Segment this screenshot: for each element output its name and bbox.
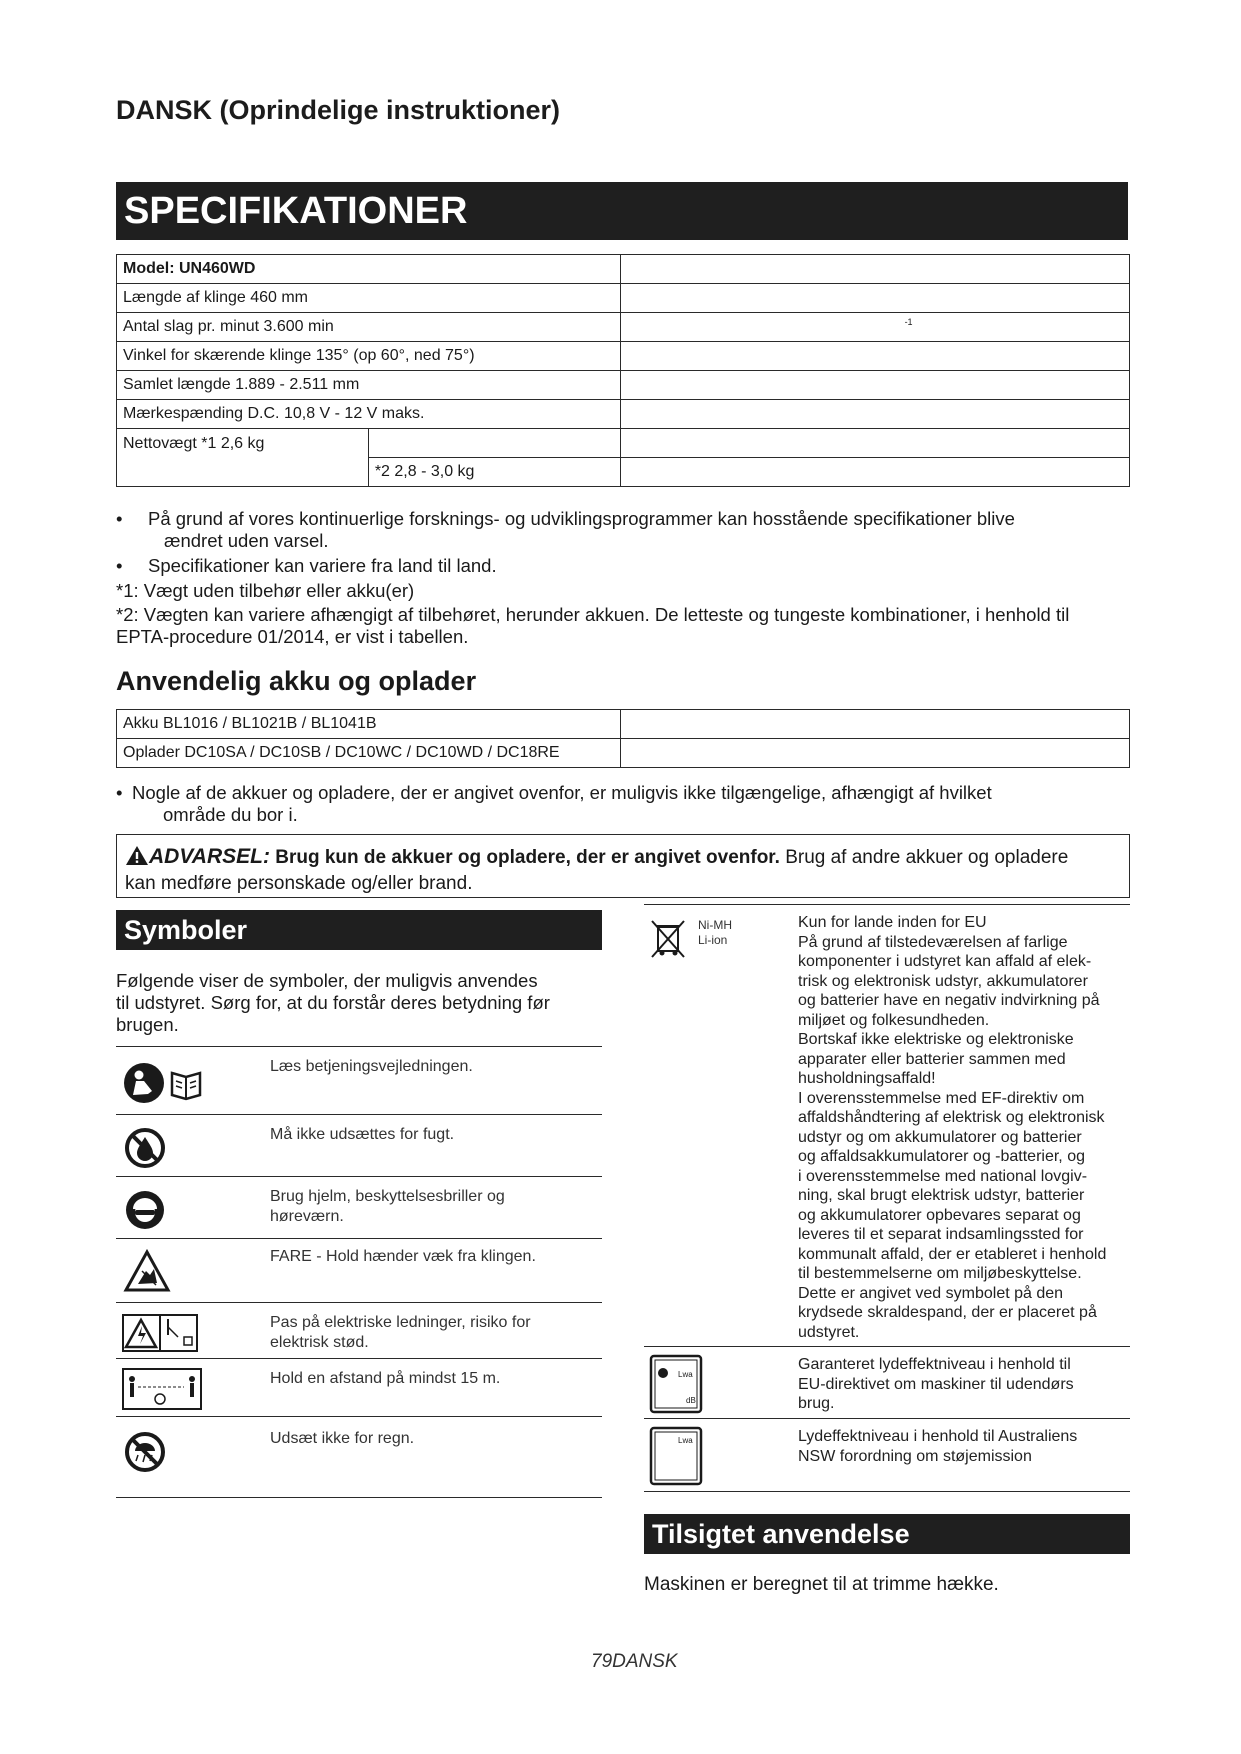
battery-type-labels [698, 918, 732, 948]
table-row [117, 313, 1130, 342]
warning-box [116, 834, 1130, 898]
battery-note [116, 782, 1126, 826]
list-item: • Specifikationer kan variere fra land til land. [116, 555, 497, 576]
list-item [644, 904, 1130, 1347]
electric-line-icon [122, 1313, 198, 1358]
svg-text:Lwa: Lwa [678, 1436, 693, 1445]
helmet-goggles-icon [124, 1189, 166, 1236]
spec-cell: Antal slag pr. minut 3.600 min [117, 313, 621, 342]
noise-level-eu-icon [650, 1355, 702, 1418]
spec-cell: Samlet længde 1.889 - 2.511 mm [117, 371, 621, 400]
specifications-heading: SPECIFIKATIONER [116, 182, 1128, 240]
weight-2-cell: *2 2,8 - 3,0 kg [368, 458, 620, 487]
table-row [117, 255, 1130, 284]
model-cell: Model: UN460WD [117, 255, 621, 284]
svg-text:Lwa: Lwa [678, 1370, 693, 1379]
noise-eu-text: Garanteret lydeffektniveau i henhold til EU-direktivet om maskiner til udendørs brug. [798, 1356, 1074, 1412]
weight-cell: Nettovægt *1 2,6 kg [117, 429, 369, 487]
akku-cell: Akku BL1016 / BL1021B / BL1041B [117, 710, 621, 739]
table-row [117, 429, 1130, 458]
no-moisture-icon [124, 1127, 166, 1174]
symbols-heading: Symboler [116, 910, 602, 950]
warning-label: ADVARSEL: [149, 845, 270, 868]
spec-cell: Mærkespænding D.C. 10,8 V - 12 V maks. [117, 400, 621, 429]
symbol-text: Brug hjelm, beskyttelsesbriller og høreværn. [270, 1188, 505, 1225]
read-manual-icon [122, 1061, 222, 1110]
table-row [117, 739, 1130, 768]
liion-label: Li-ion [698, 933, 728, 947]
list-item [644, 1418, 1130, 1492]
noise-au-text: Lydeffektniveau i henhold til Australiens NSW forordning om støjemission [798, 1428, 1078, 1465]
warning-icon [125, 845, 149, 872]
symbol-text: Pas på elektriske ledninger, risiko for elektrisk stød. [270, 1314, 531, 1351]
crossed-bin-icon [648, 917, 688, 966]
warning-bold: Brug kun de akkuer og opladere, der er angivet ovenfor. [275, 847, 780, 868]
oplader-cell: Oplader DC10SA / DC10SB / DC10WC / DC10WD / DC18RE [117, 739, 621, 768]
noise-level-au-icon [650, 1427, 702, 1490]
list-item [116, 1238, 602, 1303]
warning-rest: Brug af andre akkuer og opladere [785, 847, 1069, 868]
symbol-text: Må ikke udsættes for fugt. [270, 1126, 455, 1143]
list-item [116, 1046, 602, 1115]
footnote-1: *1: Vægt uden tilbehør eller akku(er) [116, 580, 415, 601]
footnote-2-cont: EPTA-procedure 01/2014, er vist i tabellen. [116, 626, 469, 647]
intended-use-text: Maskinen er beregnet til at trimme hække. [644, 1574, 999, 1595]
distance-15m-icon [122, 1367, 202, 1416]
svg-text:dB: dB [686, 1396, 696, 1405]
list-item [116, 1114, 602, 1177]
superscript: -1 [904, 317, 913, 327]
list-item: • På grund af vores kontinuerlige forsknings- og udviklingsprogrammer kan hosstående specifikationer blive ændret uden varsel. [116, 508, 1015, 551]
eu-disposal-text: Kun for lande inden for EU På grund af tilstedeværelsen af farlige komponenter i udstyret kan affald af elek- trisk og elektronisk udstyr, akkumulatorer og batterier have en negativ indvirkning på miljøet og folkesundheden. Bortskaf ikke elektriske og elektroniske apparater eller batterier sammen med husholdningsaffald! I overensstemmelse med EF-direktiv om affaldshåndtering af elektrisk og elektronisk udstyr og om akkumulatorer og batterier og affaldsakkumulatorer og -batterier, og i overensstemmelse med national lovgiv- ning, skal brugt elektrisk udstyr, batterier og akkumulatorer opbevares separat og leveres til et separat indsamlingssted for kommunalt affald, der er etableret i henhold til bestemmelserne om miljøbeskyttelse. Dette er angivet ved symbolet på den krydsede skraldespand, der er placeret på udstyret. [798, 914, 1107, 1341]
symbol-text: FARE - Hold hænder væk fra klingen. [270, 1248, 536, 1265]
table-row [117, 371, 1130, 400]
symbol-text: Læs betjeningsvejledningen. [270, 1058, 473, 1075]
list-item [116, 1358, 602, 1417]
spec-notes [116, 508, 1136, 648]
list-item [116, 1416, 602, 1498]
battery-heading: Anvendelig akku og oplader [116, 666, 477, 696]
hand-blade-danger-icon [124, 1249, 170, 1298]
symbols-intro: Følgende viser de symboler, der muligvis anvendes til udstyret. Sørg for, at du forstår deres betydning før brugen. [116, 970, 550, 1035]
nimh-label: Ni-MH [698, 918, 732, 932]
battery-table [116, 709, 1130, 768]
warning-rest-2: kan medføre personskade og/eller brand. [125, 873, 473, 894]
list-item [116, 1176, 602, 1239]
document-title: DANSK (Oprindelige instruktioner) [116, 95, 561, 125]
table-row [117, 710, 1130, 739]
symbol-text: Hold en afstand på mindst 15 m. [270, 1370, 501, 1387]
symbol-text: Udsæt ikke for regn. [270, 1430, 415, 1447]
list-item [644, 1346, 1130, 1419]
spec-cell: Længde af klinge 460 mm [117, 284, 621, 313]
intended-use-heading: Tilsigtet anvendelse [644, 1514, 1130, 1554]
table-row [117, 400, 1130, 429]
page-number: 79DANSK [591, 1651, 678, 1672]
list-item: • Nogle af de akkuer og opladere, der er angivet ovenfor, er muligvis ikke tilgængelige, afhængigt af hvilket område du bor i. [116, 782, 992, 825]
list-item [116, 1302, 602, 1359]
table-row [117, 284, 1130, 313]
no-rain-icon [124, 1431, 166, 1478]
footnote-2: *2: Vægten kan variere afhængigt af tilbehøret, herunder akkuen. De letteste og tungeste kombinationer, i henhold til [116, 604, 1070, 625]
spec-table [116, 254, 1130, 487]
table-row [117, 342, 1130, 371]
spec-cell: Vinkel for skærende klinge 135° (op 60°, ned 75°) [117, 342, 621, 371]
